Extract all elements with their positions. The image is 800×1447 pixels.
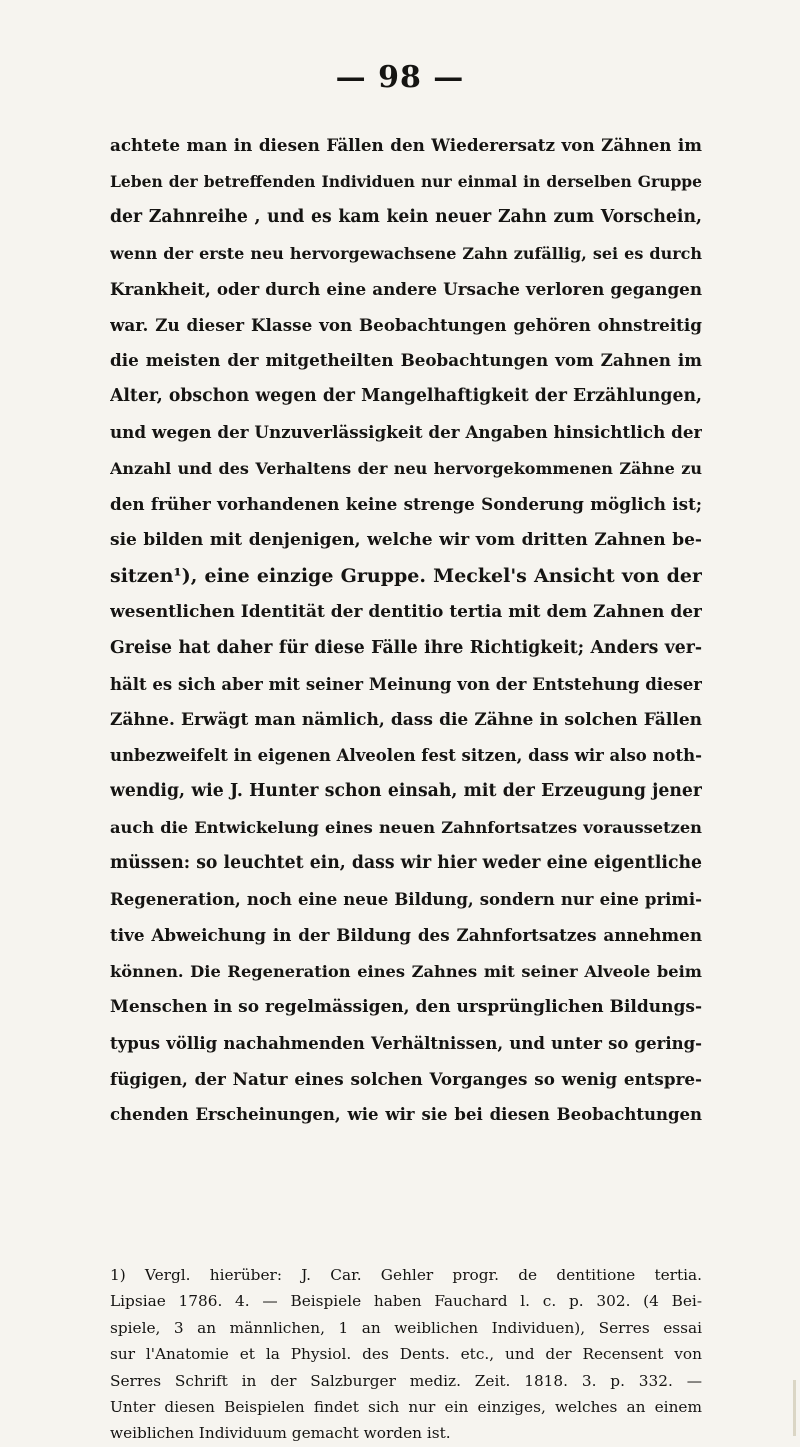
text-line: typus völlig nachahmenden Verhältnissen, und unter so gering- [110, 1033, 702, 1053]
text-line: Greise hat daher für diese Fälle ihre Richtigkeit; Anders ver- [110, 637, 702, 658]
text-line: Zähne. Erwägt man nämlich, dass die Zähne in solchen Fällen [110, 709, 702, 730]
text-line: Krankheit, oder durch eine andere Ursache verloren gegangen [110, 278, 702, 299]
text-line: chenden Erscheinungen, wie wir sie bei diesen Beobachtungen [110, 1105, 702, 1125]
text-line: den früher vorhandenen keine strenge Sonderung möglich ist; [110, 494, 702, 515]
text-line: war. Zu dieser Klasse von Beobachtungen gehören ohnstreitig [110, 314, 702, 335]
footnote-line: 1) Vergl. hierüber: J. Car. Gehler progr. de dentitione tertia. [110, 1266, 702, 1284]
page-edge-shadow [793, 1380, 796, 1436]
text-line: und wegen der Unzuverlässigkeit der Angaben hinsichtlich der [110, 422, 702, 443]
text-line: auch die Entwickelung eines neuen Zahnfortsatzes voraussetzen [110, 818, 702, 838]
text-line: Alter, obschon wegen der Mangelhaftigkeit der Erzählungen, [110, 386, 702, 407]
text-line: sitzen¹), eine einzige Gruppe. Meckel's Ansicht von der [110, 564, 702, 587]
text-line: achtete man in diesen Fällen den Wiederersatz von Zähnen im [110, 135, 702, 155]
text-line: hält es sich aber mit seiner Meinung von der Entstehung dieser [110, 674, 702, 694]
text-line: wesentlichen Identität der dentitio tertia mit dem Zahnen der [110, 601, 702, 622]
text-line: der Zahnreihe , und es kam kein neuer Zahn zum Vorschein, [110, 206, 702, 227]
footnote-line: sur l'Anatomie et la Physiol. des Dents. etc., und der Recensent von [110, 1345, 702, 1364]
text-line: können. Die Regeneration eines Zahnes mit seiner Alveole beim [110, 961, 702, 981]
text-line: müssen: so leuchtet ein, dass wir hier weder eine eigentliche [110, 853, 702, 874]
text-line: unbezweifelt in eigenen Alveolen fest sitzen, dass wir also noth- [110, 746, 702, 766]
footnote-line: Unter diesen Beispielen findet sich nur ein einziges, welches an einem [110, 1398, 702, 1417]
text-line: die meisten der mitgetheilten Beobachtungen vom Zahnen im [110, 350, 702, 371]
footnote-line: spiele, 3 an männlichen, 1 an weiblichen Individuen), Serres essai [110, 1318, 702, 1337]
footnote-line: Lipsiae 1786. 4. — Beispiele haben Fauchard l. c. p. 302. (4 Bei- [110, 1292, 702, 1311]
text-line: Regeneration, noch eine neue Bildung, sondern nur eine primi- [110, 890, 702, 910]
text-line: sie bilden mit denjenigen, welche wir vom dritten Zahnen be- [110, 529, 702, 550]
footnote-line: weiblichen Individuum gemacht worden ist. [110, 1424, 451, 1443]
text-line: fügigen, der Natur eines solchen Vorganges so wenig entspre- [110, 1068, 702, 1089]
footnote-line: Serres Schrift in der Salzburger mediz. Zeit. 1818. 3. p. 332. — [110, 1371, 702, 1390]
page-number: — 98 — [335, 60, 465, 95]
main-text [110, 128, 702, 1133]
footnotes [110, 1262, 702, 1447]
text-line: Leben der betreffenden Individuen nur einmal in derselben Gruppe [110, 171, 702, 191]
text-line: Anzahl und des Verhaltens der neu hervorgekommenen Zähne zu [110, 459, 702, 479]
text-line: Menschen in so regelmässigen, den ursprünglichen Bildungs- [110, 996, 702, 1017]
text-line: tive Abweichung in der Bildung des Zahnfortsatzes annehmen [110, 924, 702, 945]
text-line: wendig, wie J. Hunter schon einsah, mit der Erzeugung jener [110, 781, 702, 802]
text-line: wenn der erste neu hervorgewachsene Zahn zufällig, sei es durch [110, 243, 702, 263]
